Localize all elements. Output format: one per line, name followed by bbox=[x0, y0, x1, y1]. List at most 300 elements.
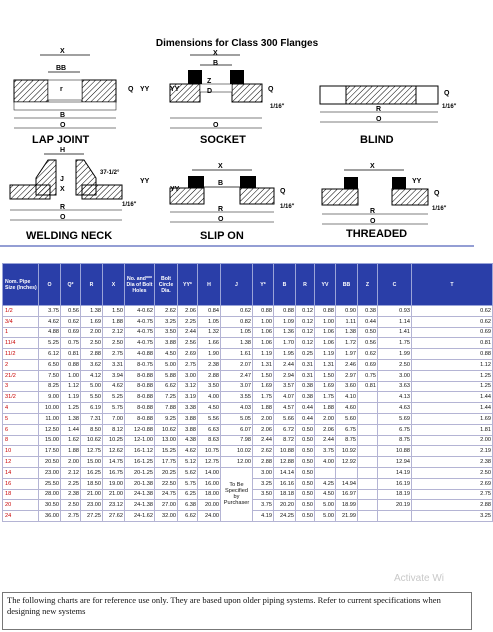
table-cell: 14.14 bbox=[274, 467, 296, 478]
socket-z-label: Z bbox=[207, 78, 212, 85]
table-cell: 24-1.38 bbox=[125, 500, 155, 511]
table-cell: 0.50 bbox=[296, 467, 315, 478]
table-cell: 5.25 bbox=[103, 392, 125, 403]
table-cell: 3.07 bbox=[221, 381, 253, 392]
slip-on-1-16-label: 1/16" bbox=[280, 204, 295, 210]
table-cell: 2.25 bbox=[178, 316, 198, 327]
lap-joint-bb-label: BB bbox=[56, 65, 67, 72]
table-cell: 4.88 bbox=[39, 327, 61, 338]
reference-note bbox=[2, 592, 472, 630]
table-cell: 0.50 bbox=[296, 435, 315, 446]
table-cell: 2.06 bbox=[178, 306, 198, 317]
table-cell: 2.69 bbox=[412, 478, 493, 489]
table-cell: 3.25 bbox=[412, 511, 493, 522]
nominal-size-cell: 1/2 bbox=[3, 306, 39, 317]
table-cell: 5.05 bbox=[221, 413, 253, 424]
column-header: H bbox=[198, 264, 221, 306]
lap-joint-yy-label: YY bbox=[140, 86, 150, 93]
table-cell: 0.62 bbox=[412, 316, 493, 327]
table-cell: 24.00 bbox=[198, 511, 221, 522]
table-cell: 10.25 bbox=[103, 435, 125, 446]
table-cell: 10.88 bbox=[378, 446, 412, 457]
table-cell: 16.97 bbox=[336, 489, 358, 500]
threaded-x-label: X bbox=[370, 163, 375, 170]
table-cell: 3.88 bbox=[178, 424, 198, 435]
table-cell: 32.00 bbox=[155, 511, 178, 522]
table-cell: 2.44 bbox=[315, 435, 336, 446]
table-cell: 27.62 bbox=[103, 511, 125, 522]
table-cell: 4.50 bbox=[315, 489, 336, 500]
table-cell: 1.61 bbox=[221, 349, 253, 360]
table-cell: 10.02 bbox=[221, 446, 253, 457]
table-cell: 3.75 bbox=[253, 500, 274, 511]
table-cell: 20-1.25 bbox=[125, 467, 155, 478]
table-row bbox=[3, 413, 493, 424]
table-row bbox=[3, 446, 493, 457]
table-cell: 20.25 bbox=[155, 467, 178, 478]
blind-q-label: Q bbox=[444, 90, 450, 97]
table-cell: 15.25 bbox=[155, 446, 178, 457]
nominal-size-cell: 12 bbox=[3, 457, 39, 468]
table-cell: 4.62 bbox=[178, 446, 198, 457]
table-cell: 2.00 bbox=[412, 435, 493, 446]
table-cell: 2.44 bbox=[253, 435, 274, 446]
threaded-name: THREADED bbox=[346, 228, 408, 240]
table-cell: 8.12 bbox=[103, 424, 125, 435]
table-cell: 2.50 bbox=[103, 338, 125, 349]
table-cell: 4.60 bbox=[336, 403, 358, 414]
table-cell: 0.12 bbox=[296, 338, 315, 349]
lap-joint-name: LAP JOINT bbox=[32, 134, 90, 146]
column-header: BB bbox=[336, 264, 358, 306]
table-cell: 20.20 bbox=[274, 500, 296, 511]
table-cell bbox=[358, 478, 378, 489]
table-cell: 4.07 bbox=[274, 392, 296, 403]
j-merged-note-cell: To Be Specified by Purchaser bbox=[221, 467, 253, 521]
table-cell: 0.69 bbox=[412, 327, 493, 338]
blind-o-label: O bbox=[376, 116, 382, 123]
column-header: No. and*** Dia of Bolt Holes bbox=[125, 264, 155, 306]
table-cell: 6.12 bbox=[39, 349, 61, 360]
table-cell: 8.75 bbox=[378, 435, 412, 446]
nominal-size-cell: 11/2 bbox=[3, 349, 39, 360]
table-cell: 2.50 bbox=[81, 338, 103, 349]
column-header: YV bbox=[315, 264, 336, 306]
table-cell: 6.25 bbox=[178, 489, 198, 500]
nominal-size-cell: 2 bbox=[3, 359, 39, 370]
table-cell: 1.19 bbox=[61, 392, 81, 403]
column-header: Nom. Pipe Size (Inches) bbox=[3, 264, 39, 306]
table-cell: 7.00 bbox=[103, 413, 125, 424]
table-cell: 1.38 bbox=[61, 413, 81, 424]
table-cell bbox=[358, 446, 378, 457]
lap-joint-x-label: X bbox=[60, 48, 65, 55]
table-cell: 0.88 bbox=[61, 359, 81, 370]
nominal-size-cell: 8 bbox=[3, 435, 39, 446]
table-cell: 8-0.88 bbox=[125, 413, 155, 424]
table-cell: 0.50 bbox=[296, 457, 315, 468]
table-cell: 1.66 bbox=[198, 338, 221, 349]
table-cell: 5.00 bbox=[315, 500, 336, 511]
nominal-size-cell: 24 bbox=[3, 511, 39, 522]
table-cell: 2.19 bbox=[412, 446, 493, 457]
table-cell: 7.88 bbox=[155, 403, 178, 414]
table-cell: 1.05 bbox=[198, 316, 221, 327]
table-cell: 0.88 bbox=[412, 349, 493, 360]
table-cell: 8-0.75 bbox=[125, 359, 155, 370]
table-cell: 0.81 bbox=[61, 349, 81, 360]
column-header: O bbox=[39, 264, 61, 306]
table-row bbox=[3, 457, 493, 468]
table-cell: 0.12 bbox=[296, 306, 315, 317]
table-cell: 0.56 bbox=[358, 338, 378, 349]
table-cell: 4-0.75 bbox=[125, 327, 155, 338]
table-cell: 0.88 bbox=[253, 306, 274, 317]
table-cell bbox=[336, 467, 358, 478]
table-cell: 2.47 bbox=[221, 370, 253, 381]
table-cell: 1.06 bbox=[253, 338, 274, 349]
table-cell: 1.50 bbox=[103, 306, 125, 317]
table-cell: 5.00 bbox=[81, 381, 103, 392]
table-cell bbox=[358, 424, 378, 435]
table-cell: 20.19 bbox=[378, 500, 412, 511]
table-cell: 1.06 bbox=[315, 338, 336, 349]
table-cell: 14.19 bbox=[378, 467, 412, 478]
table-cell: 1.06 bbox=[253, 327, 274, 338]
column-header: X bbox=[103, 264, 125, 306]
table-cell: 0.90 bbox=[336, 306, 358, 317]
threaded-r-label: R bbox=[370, 208, 376, 215]
table-cell: 7.50 bbox=[39, 370, 61, 381]
table-cell: 6.62 bbox=[178, 511, 198, 522]
table-cell: 1.72 bbox=[336, 338, 358, 349]
table-cell: 2.46 bbox=[336, 359, 358, 370]
table-cell: 3.38 bbox=[178, 403, 198, 414]
table-cell: 18.19 bbox=[378, 489, 412, 500]
table-cell: 1.09 bbox=[274, 316, 296, 327]
table-row bbox=[3, 306, 493, 317]
table-cell: 12.62 bbox=[103, 446, 125, 457]
table-cell: 3.50 bbox=[155, 327, 178, 338]
table-cell: 6.62 bbox=[155, 381, 178, 392]
table-cell: 6.38 bbox=[178, 500, 198, 511]
column-header: Y* bbox=[253, 264, 274, 306]
table-cell: 8-0.88 bbox=[125, 392, 155, 403]
table-cell: 3.25 bbox=[253, 478, 274, 489]
column-header: Q* bbox=[61, 264, 81, 306]
table-cell: 3.00 bbox=[253, 467, 274, 478]
table-cell: 10.92 bbox=[336, 446, 358, 457]
table-cell: 2.38 bbox=[412, 457, 493, 468]
nominal-size-cell: 14 bbox=[3, 467, 39, 478]
table-cell: 14.94 bbox=[336, 478, 358, 489]
table-cell bbox=[358, 500, 378, 511]
table-cell: 5.69 bbox=[378, 413, 412, 424]
table-cell: 10.88 bbox=[274, 446, 296, 457]
table-cell: 2.56 bbox=[178, 338, 198, 349]
table-cell: 1.14 bbox=[378, 316, 412, 327]
table-cell: 5.75 bbox=[103, 403, 125, 414]
table-cell: 0.62 bbox=[412, 306, 493, 317]
nominal-size-cell: 10 bbox=[3, 446, 39, 457]
table-cell: 4.25 bbox=[315, 478, 336, 489]
socket-d-label: D bbox=[207, 88, 213, 95]
table-cell: 1.50 bbox=[315, 370, 336, 381]
table-cell: 3.94 bbox=[103, 370, 125, 381]
table-cell: 12.50 bbox=[39, 424, 61, 435]
table-cell: 24.25 bbox=[274, 511, 296, 522]
table-cell: 5.25 bbox=[39, 338, 61, 349]
table-cell: 21.99 bbox=[336, 511, 358, 522]
table-header bbox=[3, 264, 493, 306]
table-cell: 2.06 bbox=[253, 424, 274, 435]
table-cell: 1.69 bbox=[81, 316, 103, 327]
table-cell: 14.00 bbox=[198, 467, 221, 478]
table-cell: 10.75 bbox=[198, 446, 221, 457]
table-cell: 2.62 bbox=[253, 446, 274, 457]
table-cell: 0.84 bbox=[198, 306, 221, 317]
table-cell: 12.75 bbox=[198, 457, 221, 468]
table-cell: 1.11 bbox=[336, 316, 358, 327]
table-cell: 5.12 bbox=[178, 457, 198, 468]
table-row bbox=[3, 392, 493, 403]
table-row bbox=[3, 338, 493, 349]
table-cell: 0.25 bbox=[296, 349, 315, 360]
nominal-size-cell: 20 bbox=[3, 500, 39, 511]
table-cell: 6.07 bbox=[221, 424, 253, 435]
table-cell: 10.62 bbox=[155, 424, 178, 435]
table-cell: 5.00 bbox=[155, 359, 178, 370]
table-cell: 1.99 bbox=[378, 349, 412, 360]
table-cell: 23.00 bbox=[81, 500, 103, 511]
welding-neck-angle-label: 37-1/2° bbox=[100, 170, 120, 176]
threaded-1-16-label: 1/16" bbox=[432, 206, 447, 212]
table-cell: 4.13 bbox=[378, 392, 412, 403]
table-cell: 2.62 bbox=[155, 306, 178, 317]
welding-neck-yy-label: YY bbox=[140, 178, 150, 185]
table-cell: 2.00 bbox=[81, 327, 103, 338]
table-cell: 0.75 bbox=[61, 338, 81, 349]
table-cell: 0.69 bbox=[358, 359, 378, 370]
table-cell: 9.25 bbox=[155, 413, 178, 424]
column-header: YY* bbox=[178, 264, 198, 306]
table-cell: 5.56 bbox=[198, 413, 221, 424]
table-cell: 3.75 bbox=[39, 306, 61, 317]
table-cell: 18.00 bbox=[198, 489, 221, 500]
table-cell: 4.00 bbox=[315, 457, 336, 468]
table-cell: 23.12 bbox=[103, 500, 125, 511]
flange-drawings bbox=[0, 0, 474, 262]
table-cell: 1.25 bbox=[61, 403, 81, 414]
table-row bbox=[3, 424, 493, 435]
table-cell: 1.05 bbox=[221, 327, 253, 338]
nominal-size-cell: 3/4 bbox=[3, 316, 39, 327]
table-cell: 14.75 bbox=[103, 457, 125, 468]
table-cell: 0.50 bbox=[296, 424, 315, 435]
table-cell: 16.16 bbox=[274, 478, 296, 489]
welding-neck-x-label: X bbox=[60, 186, 65, 193]
socket-yy-label: YY bbox=[170, 86, 180, 93]
table-cell: 1.75 bbox=[315, 392, 336, 403]
slip-on-yy-label: YY bbox=[170, 186, 180, 193]
table-cell: 4.62 bbox=[103, 381, 125, 392]
table-cell: 4.63 bbox=[378, 403, 412, 414]
column-header: J bbox=[221, 264, 253, 306]
table-cell: 1.31 bbox=[253, 359, 274, 370]
table-cell bbox=[358, 435, 378, 446]
socket-x-label: X bbox=[213, 50, 218, 57]
column-header: R bbox=[296, 264, 315, 306]
blind-r-label: R bbox=[376, 106, 382, 113]
table-cell: 2.50 bbox=[412, 467, 493, 478]
table-cell: 17.50 bbox=[39, 446, 61, 457]
table-cell: 2.38 bbox=[61, 489, 81, 500]
table-cell: 4.62 bbox=[39, 316, 61, 327]
table-cell: 6.50 bbox=[39, 359, 61, 370]
table-cell: 8.75 bbox=[336, 435, 358, 446]
table-cell bbox=[358, 467, 378, 478]
table-cell: 12.88 bbox=[274, 457, 296, 468]
table-cell: 21.00 bbox=[81, 489, 103, 500]
table-row bbox=[3, 370, 493, 381]
table-cell: 3.75 bbox=[315, 446, 336, 457]
table-cell: 12-1.00 bbox=[125, 435, 155, 446]
table-cell: 0.62 bbox=[221, 306, 253, 317]
threaded-q-label: Q bbox=[434, 190, 440, 197]
table-cell: 23.00 bbox=[39, 467, 61, 478]
table-cell: 2.75 bbox=[178, 359, 198, 370]
table-cell: 1.38 bbox=[221, 338, 253, 349]
welding-neck-1-16-label: 1/16" bbox=[122, 202, 137, 208]
table-cell: 0.56 bbox=[61, 306, 81, 317]
table-cell: 4.10 bbox=[336, 392, 358, 403]
table-row bbox=[3, 316, 493, 327]
table-cell: 1.69 bbox=[315, 381, 336, 392]
table-cell: 0.44 bbox=[296, 413, 315, 424]
table-cell: 3.50 bbox=[253, 489, 274, 500]
table-cell: 0.12 bbox=[296, 327, 315, 338]
column-header: R bbox=[81, 264, 103, 306]
table-row bbox=[3, 349, 493, 360]
table-cell: 11.00 bbox=[39, 413, 61, 424]
table-cell: 6.75 bbox=[336, 424, 358, 435]
table-cell: 3.62 bbox=[81, 359, 103, 370]
table-cell: 21.00 bbox=[103, 489, 125, 500]
table-cell: 1.90 bbox=[198, 349, 221, 360]
table-cell: 3.31 bbox=[103, 359, 125, 370]
table-cell bbox=[378, 511, 412, 522]
table-cell: 1.62 bbox=[61, 435, 81, 446]
column-header: Bolt Circle Dia. bbox=[155, 264, 178, 306]
table-row bbox=[3, 435, 493, 446]
table-cell: 10.00 bbox=[39, 403, 61, 414]
table-cell: 3.55 bbox=[221, 392, 253, 403]
table-cell: 2.97 bbox=[336, 370, 358, 381]
table-cell: 0.31 bbox=[296, 359, 315, 370]
table-cell: 1.88 bbox=[103, 316, 125, 327]
table-row bbox=[3, 327, 493, 338]
table-cell: 16.25 bbox=[81, 467, 103, 478]
table-cell: 1.88 bbox=[315, 403, 336, 414]
table-cell: 28.00 bbox=[39, 489, 61, 500]
welding-neck-j-label: J bbox=[60, 176, 64, 183]
table-cell: 27.25 bbox=[81, 511, 103, 522]
column-header: Z bbox=[358, 264, 378, 306]
table-cell: 1.50 bbox=[253, 370, 274, 381]
table-cell: 1.81 bbox=[412, 424, 493, 435]
table-cell: 24-1.38 bbox=[125, 489, 155, 500]
table-cell: 5.00 bbox=[315, 511, 336, 522]
nominal-size-cell: 1 bbox=[3, 327, 39, 338]
table-cell: 1.75 bbox=[378, 338, 412, 349]
table-cell: 2.12 bbox=[103, 327, 125, 338]
table-cell: 0.75 bbox=[358, 370, 378, 381]
table-cell: 2.25 bbox=[61, 478, 81, 489]
table-row bbox=[3, 359, 493, 370]
table-cell: 4.03 bbox=[221, 403, 253, 414]
table-cell: 10.62 bbox=[81, 435, 103, 446]
table-cell: 3.00 bbox=[378, 370, 412, 381]
column-header: T bbox=[412, 264, 493, 306]
table-cell: 16.19 bbox=[378, 478, 412, 489]
table-row bbox=[3, 467, 493, 478]
table-cell: 18.18 bbox=[274, 489, 296, 500]
table-cell: 4-0.88 bbox=[125, 349, 155, 360]
nominal-size-cell: 4 bbox=[3, 403, 39, 414]
table-cell: 3.50 bbox=[198, 381, 221, 392]
table-cell: 17.75 bbox=[155, 457, 178, 468]
table-cell: 4-0.75 bbox=[125, 316, 155, 327]
slip-on-drawing bbox=[170, 170, 274, 222]
table-cell: 8-0.88 bbox=[125, 381, 155, 392]
table-cell bbox=[315, 467, 336, 478]
table-body bbox=[3, 306, 493, 522]
table-cell: 4.00 bbox=[198, 392, 221, 403]
table-cell: 1.00 bbox=[61, 370, 81, 381]
table-cell: 0.81 bbox=[412, 338, 493, 349]
table-cell: 2.44 bbox=[274, 359, 296, 370]
table-cell: 7.31 bbox=[81, 413, 103, 424]
nominal-size-cell: 11/4 bbox=[3, 338, 39, 349]
socket-q-label: Q bbox=[268, 86, 274, 93]
table-cell: 12.75 bbox=[81, 446, 103, 457]
table-cell: 18.99 bbox=[336, 500, 358, 511]
nominal-size-cell: 6 bbox=[3, 424, 39, 435]
table-cell bbox=[358, 511, 378, 522]
slip-on-x-label: X bbox=[218, 163, 223, 170]
table-cell: 2.12 bbox=[61, 467, 81, 478]
table-cell: 3.25 bbox=[155, 316, 178, 327]
table-cell: 2.75 bbox=[61, 511, 81, 522]
nominal-size-cell: 31/2 bbox=[3, 392, 39, 403]
table-cell: 0.50 bbox=[296, 478, 315, 489]
table-cell: 2.00 bbox=[61, 457, 81, 468]
table-cell: 12-0.88 bbox=[125, 424, 155, 435]
threaded-yy-label: YY bbox=[412, 178, 422, 185]
table-cell: 25.50 bbox=[39, 478, 61, 489]
slip-on-r-label: R bbox=[218, 206, 224, 213]
table-cell: 0.88 bbox=[315, 306, 336, 317]
table-cell: 2.69 bbox=[178, 349, 198, 360]
table-cell: 12.92 bbox=[336, 457, 358, 468]
table-cell: 7.98 bbox=[221, 435, 253, 446]
table-cell: 1.88 bbox=[253, 403, 274, 414]
table-cell: 3.88 bbox=[178, 413, 198, 424]
table-cell: 8-0.88 bbox=[125, 403, 155, 414]
slip-on-q-label: Q bbox=[280, 188, 286, 195]
table-cell: 0.44 bbox=[358, 316, 378, 327]
welding-neck-o-label: O bbox=[60, 214, 66, 221]
